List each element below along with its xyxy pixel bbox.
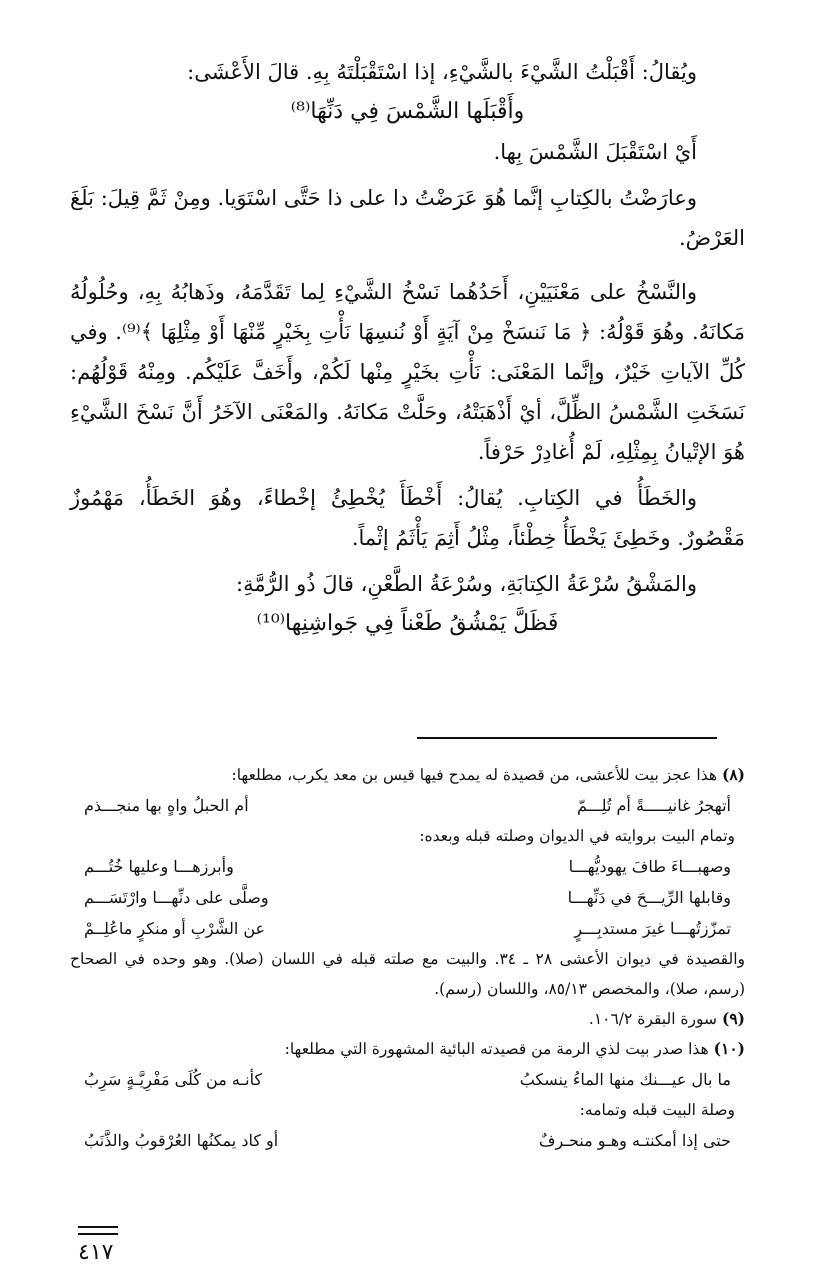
footnote-intro: وتمام البيت بروايته في الديوان وصلته قبله وبعده: [419,827,735,845]
page-number-rule [78,1226,118,1235]
footnote-text: هذا عجز بيت للأعشى، من قصيدة له يمدح فيها قيس بن معد يكرب، مطلعها: [231,766,718,784]
footnotes [70,760,745,1156]
main-text [70,52,745,644]
footnote-text: هذا صدر بيت لذي الرمة من قصيدته البائية المشهورة التي مطلعها: [284,1040,709,1058]
hemistich-first: تمزّزتُهـــا غيرَ مستدبِـــرٍ [574,919,731,938]
hemistich-second: أم الحبلُ واهٍ بها منجـــذم [84,796,249,815]
hemistich-first: وصهبـــاءَ طافَ يهوديُّهـــا [568,857,731,876]
hemistich-first: حتى إذا أمكنتـه وهـو منحـرفٌ [538,1131,731,1150]
footnote-8 [70,760,745,790]
verse-couplet [70,1064,745,1095]
verse-alasha: وأَقْبَلَها الشَّمْسَ فِي دَنِّهَا⁽⁸⁾ [290,99,525,124]
footnote-number: (٩) [721,1009,745,1028]
verse-couplet [70,790,745,821]
hemistich-second: عن الشَّرْبِ أو منكرٍ ماعُلِــمْ [84,919,266,938]
hemistich-first: أتهجرُ غانيـــــةً أم تُلِـــمّ [576,796,731,815]
verse-couplet [70,1125,745,1156]
footnote-separator [417,737,717,739]
hemistich-second: وأبرزهـــا وعليها خُتُـــم [84,857,234,876]
paragraph-istaqbala: أَيْ اسْتَقْبَلَ الشَّمْسَ بِها. [493,140,697,164]
verse-dhu-alrumma: فَظَلَّ يَمْشُقُ طَعْناً فِي جَواشِنِها⁽¹⁰⁾ [256,611,559,636]
hemistich-first: ما بال عيـــنك منها الماءُ ينسكبُ [519,1070,731,1089]
verse-couplet [70,851,745,882]
verse-couplet [70,882,745,913]
footnote-intro: وصلة البيت قبله وتمامه: [579,1101,735,1119]
paragraph-aqbaltu: ويُقالُ: أَقْبَلْتُ الشَّيْءَ بالشَّيْءِ، إذا اسْتَقْبَلْتَهُ بِهِ. قالَ الأَعْشَى: [187,60,697,84]
hemistich-second: كأنـه من كُلَى مَفْرِيَّـةٍ سَرِبُ [84,1070,263,1089]
footnote-text: سورة البقرة ١٠٦/٢. [588,1010,718,1028]
footnote-10 [70,1034,745,1064]
verse-couplet [70,913,745,944]
hemistich-second: أو كاد يمكنُها العُرْقوبُ والذَّنَبُ [84,1131,279,1150]
paragraph-naskh: والنَّسْخُ على مَعْنَيَيْنِ، أَحَدُهُما نَسْخُ الشَّيْءِ لِما تَقَدَّمَهُ، وذَهابُهُ بِهِ، وحُلُولُهُ مَكانَهُ. وهُوَ قَوْلُهُ: ﴿ مَا نَنسَخْ مِنْ آيَةٍ أَوْ نُنسِهَا نَأْتِ بِخَيْرٍ مِّنْهَا أَوْ مِثْلِهَا ﴾⁽⁹⁾. وفي كُلِّ الآياتِ خَيْرٌ، وإنَّما المَعْنَى: نَأْتِ بخَيْرٍ مِنْها لَكُمْ، وأَخَفَّ عَلَيْكُم. ومِنْهُ قَوْلُهُم: نَسَخَتِ الشَّمْسُ الظِّلَّ، أيْ أَذْهَبَتْهُ، وحَلَّتْ مَكانَهُ. والمَعْنَى الآخَرُ أَنَّ نَسْخَ الشَّيْءِ هُوَ الإتْيانُ بِمِثْلِهِ، لَمْ أُغادِرْ حَرْفاً. [70,280,745,464]
paragraph-khata: والخَطَأُ في الكِتابِ. يُقالُ: أَخْطَأَ يُخْطِئُ إخْطاءً، وهُوَ الخَطَأُ، مَهْمُوزٌ مَقْصُورٌ. وخَطِئَ يَخْطَأُ خِطْئاً، مِثْلُ أَثِمَ يَأْثَمُ إثْماً. [70,486,745,550]
footnote-number: (١٠) [713,1039,745,1058]
hemistich-second: وصلَّى على دنِّهـــا وارْتَسَـــم [84,888,269,907]
footnote-9 [70,1004,745,1034]
paragraph-aaradtu: وعارَضْتُ بالكِتابِ إنَّما هُوَ عَرَضْتُ دا على ذا حَتَّى اسْتَوَيا. ومِنْ ثَمَّ قِيلَ: بَلَغَ العَرْضُ. [70,186,745,250]
hemistich-first: وقابلها الرِّيـــحَ في دَنِّهـــا [567,888,731,907]
page-number: ٤١٧ [78,1240,114,1265]
footnote-source: والقصيدة في ديوان الأعشى ٢٨ ـ ٣٤. والبيت مع صلته قبله في اللسان (صلا). وهو وحده في الصحاح (رسم، صلا)، والمخصص ٨٥/١٣، واللسان (رسم). [70,950,745,998]
footnote-number: (٨) [721,765,745,784]
paragraph-mashq: والمَشْقُ سُرْعَةُ الكِتابَةِ، وسُرْعَةُ الطَّعْنِ، قالَ ذُو الرُّمَّةِ: [236,572,697,596]
